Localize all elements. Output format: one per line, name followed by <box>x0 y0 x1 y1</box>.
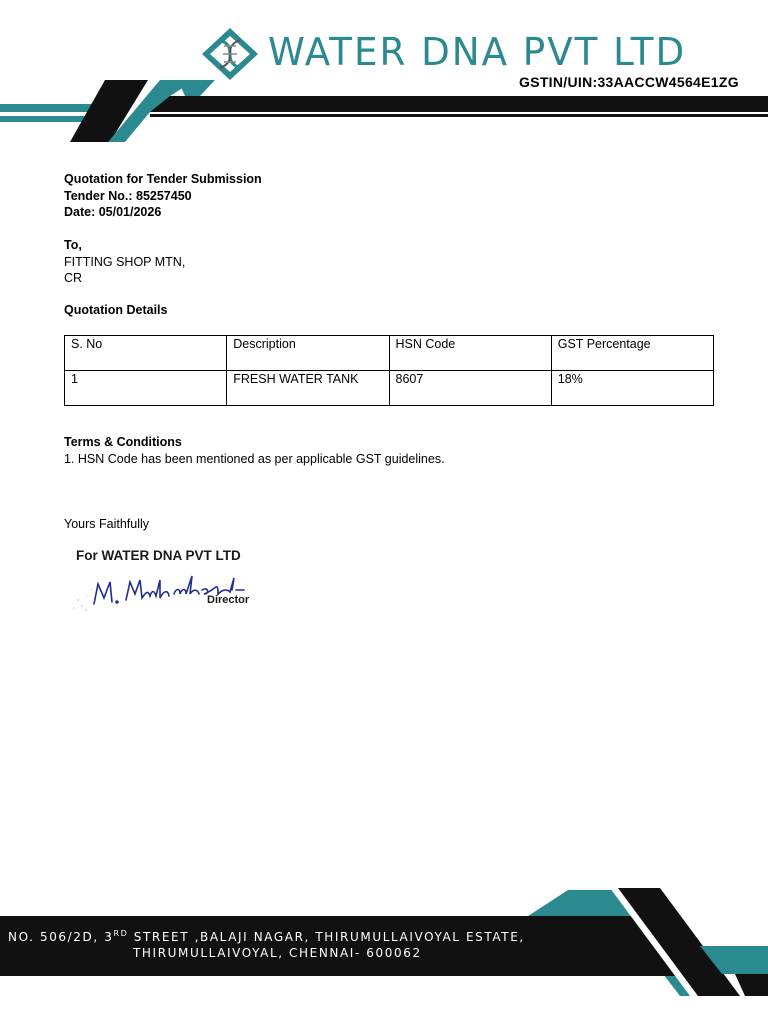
table-row <box>65 371 714 406</box>
recipient-line-2: CR <box>64 271 83 285</box>
terms-heading: Terms & Conditions <box>64 435 182 449</box>
quotation-details-heading: Quotation Details <box>64 303 168 317</box>
quotation-table <box>64 335 714 406</box>
tender-number: Tender No.: 85257450 <box>64 188 192 203</box>
footer-address-line-1 <box>8 929 525 944</box>
table-cell: 8607 <box>389 371 551 406</box>
recipient-label: To, <box>64 238 82 252</box>
footer-address-line-2: THIRUMULLAIVOYAL, CHENNAI- 600062 <box>133 946 422 960</box>
address-part: NO. 506/2D, 3 <box>8 930 114 944</box>
recipient-line-1: FITTING SHOP MTN, <box>64 254 186 269</box>
table-cell: FRESH WATER TANK <box>227 371 389 406</box>
table-header-cell: HSN Code <box>389 336 551 371</box>
stamp-company-line: For WATER DNA PVT LTD <box>76 548 241 563</box>
table-header-row <box>65 336 714 371</box>
table-header-cell: S. No <box>65 336 227 371</box>
quotation-title: Quotation for Tender Submission <box>64 172 262 186</box>
stamp-role: Director <box>207 594 250 606</box>
company-name: WATER DNA PVT LTD <box>268 30 687 74</box>
table-cell: 1 <box>65 371 227 406</box>
company-logo-icon <box>200 26 260 82</box>
gstin-number: GSTIN/UIN:33AACCW4564E1ZG <box>519 74 739 90</box>
table-header-cell: Description <box>227 336 389 371</box>
terms-item: 1. HSN Code has been mentioned as per applicable GST guidelines. <box>64 451 445 466</box>
header-decorative-band <box>0 78 768 148</box>
table-header-cell: GST Percentage <box>551 336 713 371</box>
quotation-date: Date: 05/01/2026 <box>64 205 162 219</box>
address-superscript: RD <box>113 929 129 938</box>
closing-salutation: Yours Faithfully <box>64 517 149 531</box>
table-cell: 18% <box>551 371 713 406</box>
handwritten-signature <box>68 560 258 616</box>
address-part: STREET ,BALAJI NAGAR, THIRUMULLAIVOYAL ESTATE, <box>128 930 525 944</box>
